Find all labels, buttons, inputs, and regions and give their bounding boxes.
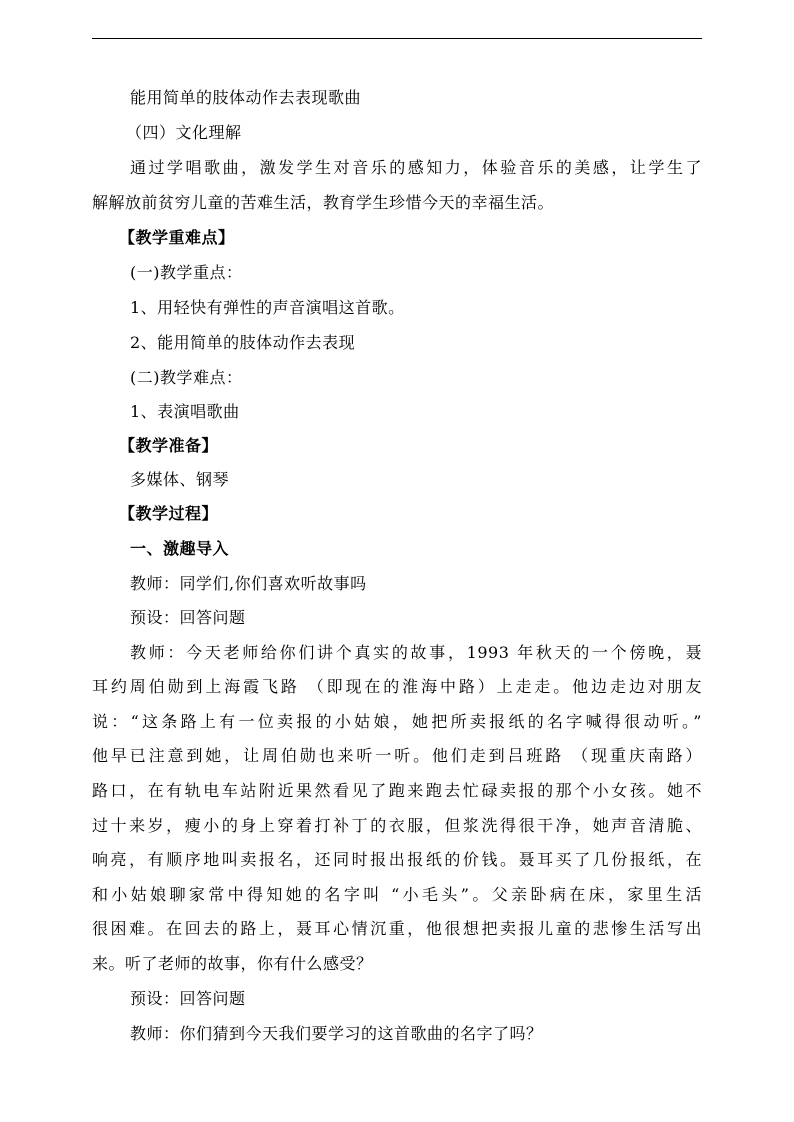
list-item: 1、用轻快有弹性的声音演唱这首歌。: [130, 298, 405, 317]
paragraph-line: 响亮，有顺序地叫卖报名，还同时报出报纸的价钱。聂耳买了几份报纸，在: [92, 850, 702, 869]
text-line: 能用简单的肢体动作去表现歌曲: [130, 88, 362, 107]
paragraph-line: 很困难。在回去的路上，聂耳心情沉重，他很想把卖报儿童的悲惨生活写出: [92, 919, 702, 938]
paragraph-line: 通过学唱歌曲，激发学生对音乐的感知力，体验音乐的美感，让学生了: [130, 158, 702, 177]
paragraph-line: 路口，在有轨电车站附近果然看见了跑来跑去忙碌卖报的那个小女孩。她不: [92, 781, 702, 800]
sub-heading: (二)教学难点：: [130, 368, 243, 387]
list-item: 2、能用简单的肢体动作去表现: [130, 333, 356, 352]
paragraph-line: 说：“这条路上有一位卖报的小姑娘，她把所卖报纸的名字喊得很动听。”: [92, 712, 702, 731]
paragraph-line: 他早已注意到她，让周伯勋也来听一听。他们走到吕班路 （现重庆南路）: [92, 746, 702, 765]
list-item: 1、表演唱歌曲: [130, 402, 240, 421]
dialogue-line: 教师：你们猜到今天我们要学习的这首歌曲的名字了吗？: [130, 1024, 543, 1043]
sub-heading: (一)教学重点：: [130, 263, 243, 282]
step-heading: 一、激趣导入: [130, 539, 230, 558]
section-heading: （四）文化理解: [126, 123, 242, 142]
dialogue-line: 预设：回答问题: [130, 989, 246, 1008]
section-heading: 【教学准备】: [119, 436, 219, 455]
section-heading: 【教学过程】: [119, 504, 219, 523]
paragraph-line: 和小姑娘聊家常中得知她的名字叫 “小毛头”。父亲卧病在床，家里生活: [92, 885, 702, 904]
header-rule: [92, 38, 702, 39]
paragraph-line: 解解放前贫穷儿童的苦难生活，教育学生珍惜今天的幸福生活。: [92, 193, 555, 212]
text-line: 多媒体、钢琴: [130, 470, 230, 489]
dialogue-line: 预设：回答问题: [130, 608, 246, 627]
paragraph-line: 耳约周伯勋到上海霞飞路 （即现在的淮海中路）上走走。他边走边对朋友: [92, 677, 702, 696]
paragraph-line: 过十来岁，瘦小的身上穿着打补丁的衣服，但浆洗得很干净，她声音清脆、: [92, 816, 702, 835]
paragraph-line: 来。听了老师的故事，你有什么感受？: [92, 954, 373, 973]
dialogue-line: 教师：同学们,你们喜欢听故事吗: [130, 574, 367, 593]
section-heading: 【教学重难点】: [119, 228, 235, 247]
paragraph-line: 教师：今天老师给你们讲个真实的故事，1993 年秋天的一个傍晚，聂: [130, 643, 702, 662]
